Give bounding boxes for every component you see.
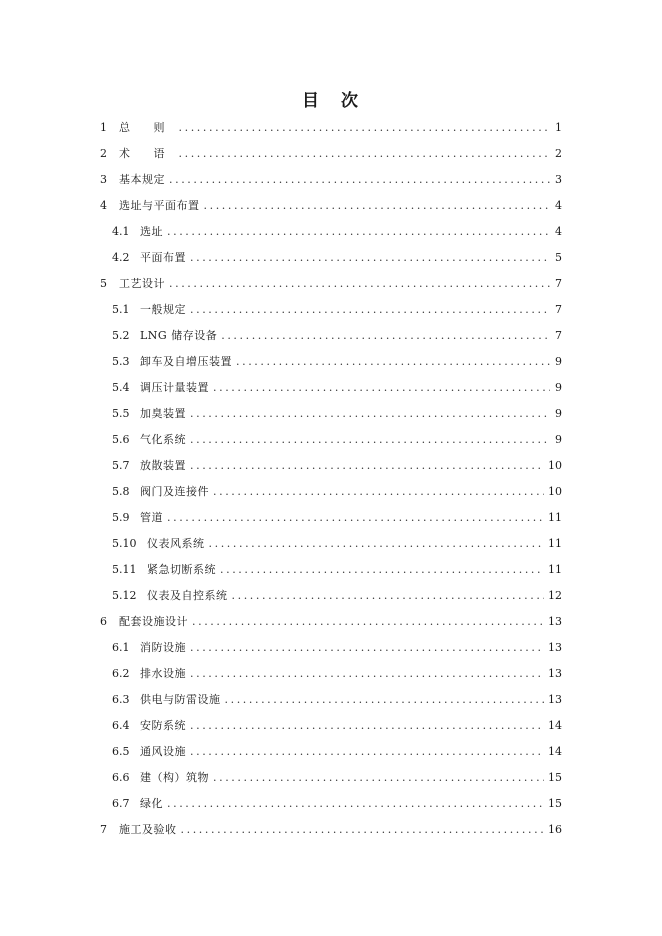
dot-leader bbox=[190, 453, 544, 479]
toc-entry-number: 5.7 bbox=[112, 459, 130, 472]
toc-entry-number: 3 bbox=[100, 173, 107, 186]
dot-leader bbox=[213, 479, 544, 505]
toc-entry-number: 6.5 bbox=[112, 745, 130, 758]
toc-entry-label: 基本规定 bbox=[119, 173, 165, 186]
toc-entry-number: 1 bbox=[100, 121, 107, 134]
dot-leader bbox=[190, 635, 544, 661]
toc-entry[interactable] bbox=[100, 687, 562, 713]
toc-entry-label: 平面布置 bbox=[140, 251, 186, 264]
toc-entry-label: 卸车及自增压装置 bbox=[140, 355, 232, 368]
toc-entry-page: 4 bbox=[555, 225, 562, 238]
toc-entry-page: 9 bbox=[555, 355, 562, 368]
toc-entry[interactable] bbox=[100, 661, 562, 687]
toc-entry-number: 2 bbox=[100, 147, 107, 160]
toc-entry-number: 4 bbox=[100, 199, 107, 212]
toc-entry-label: 建（构）筑物 bbox=[140, 771, 209, 784]
toc-entry[interactable] bbox=[100, 219, 562, 245]
dot-leader bbox=[204, 193, 551, 219]
toc-entry-page: 13 bbox=[548, 667, 562, 680]
toc-entry[interactable] bbox=[100, 453, 562, 479]
toc-entry-label: 气化系统 bbox=[140, 433, 186, 446]
toc-entry-number: 5.10 bbox=[112, 537, 137, 550]
toc-entry-page: 15 bbox=[548, 797, 562, 810]
toc-entry[interactable] bbox=[100, 141, 562, 167]
toc-entry[interactable] bbox=[100, 271, 562, 297]
dot-leader bbox=[190, 427, 550, 453]
toc-entry-number: 5.6 bbox=[112, 433, 130, 446]
toc-entry-page: 2 bbox=[555, 147, 562, 160]
toc-entry-page: 13 bbox=[548, 615, 562, 628]
toc-entry[interactable] bbox=[100, 713, 562, 739]
toc-entry-label: 供电与防雷设施 bbox=[140, 693, 221, 706]
toc-entry-label: 工艺设计 bbox=[119, 277, 165, 290]
toc-entry-number: 6.4 bbox=[112, 719, 130, 732]
toc-entry-page: 9 bbox=[555, 407, 562, 420]
toc-entry-number: 5.4 bbox=[112, 381, 130, 394]
toc-entry-label: 阀门及连接件 bbox=[140, 485, 209, 498]
dot-leader bbox=[190, 401, 550, 427]
toc-entry-label: 总 则 bbox=[119, 121, 175, 134]
toc-entry[interactable] bbox=[100, 531, 562, 557]
toc-entry-page: 7 bbox=[555, 277, 562, 290]
toc-entry-page: 10 bbox=[548, 459, 562, 472]
toc-entry[interactable] bbox=[100, 323, 562, 349]
toc-entry-page: 12 bbox=[548, 589, 562, 602]
dot-leader bbox=[236, 349, 550, 375]
toc-entry-label: 一般规定 bbox=[140, 303, 186, 316]
toc-entry[interactable] bbox=[100, 739, 562, 765]
toc-entry-number: 4.1 bbox=[112, 225, 130, 238]
toc-entry[interactable] bbox=[100, 609, 562, 635]
dot-leader bbox=[213, 375, 550, 401]
toc-entry-label: 选址 bbox=[140, 225, 163, 238]
toc-entry-page: 10 bbox=[548, 485, 562, 498]
toc-entry-label: 加臭装置 bbox=[140, 407, 186, 420]
toc-entry-number: 5.11 bbox=[112, 563, 137, 576]
dot-leader bbox=[225, 687, 545, 713]
toc-entry[interactable] bbox=[100, 167, 562, 193]
toc-entry-label: 管道 bbox=[140, 511, 163, 524]
toc-entry[interactable] bbox=[100, 349, 562, 375]
toc-entry[interactable] bbox=[100, 375, 562, 401]
toc-entry[interactable] bbox=[100, 115, 562, 141]
toc-entry[interactable] bbox=[100, 791, 562, 817]
dot-leader bbox=[167, 791, 544, 817]
dot-leader bbox=[167, 505, 544, 531]
toc-entry-label: 仪表风系统 bbox=[147, 537, 205, 550]
dot-leader bbox=[209, 531, 545, 557]
dot-leader bbox=[190, 297, 550, 323]
dot-leader bbox=[169, 271, 550, 297]
toc-entry-page: 7 bbox=[555, 329, 562, 342]
toc-entry[interactable] bbox=[100, 427, 562, 453]
dot-leader bbox=[190, 739, 544, 765]
page-title bbox=[0, 86, 662, 111]
toc-entry-page: 9 bbox=[555, 381, 562, 394]
toc-entry-label: 紧急切断系统 bbox=[147, 563, 216, 576]
toc-entry-label: 选址与平面布置 bbox=[119, 199, 200, 212]
dot-leader bbox=[213, 765, 544, 791]
dot-leader bbox=[221, 323, 550, 349]
toc-entry[interactable] bbox=[100, 245, 562, 271]
toc-entry-label: 施工及验收 bbox=[119, 823, 177, 836]
title-part: 次 bbox=[341, 91, 360, 111]
toc-entry-number: 5.3 bbox=[112, 355, 130, 368]
dot-leader bbox=[181, 817, 545, 843]
toc-entry-label: 调压计量装置 bbox=[140, 381, 209, 394]
toc-entry-label: 绿化 bbox=[140, 797, 163, 810]
dot-leader bbox=[169, 167, 550, 193]
toc-entry[interactable] bbox=[100, 401, 562, 427]
toc-entry-page: 4 bbox=[555, 199, 562, 212]
toc-entry-label: 仪表及自控系统 bbox=[147, 589, 228, 602]
toc-entry-label: 放散装置 bbox=[140, 459, 186, 472]
toc-entry[interactable] bbox=[100, 193, 562, 219]
toc-entry-label: 通风设施 bbox=[140, 745, 186, 758]
toc-entry-page: 14 bbox=[548, 745, 562, 758]
toc-entry[interactable] bbox=[100, 583, 562, 609]
table-of-contents bbox=[100, 115, 562, 843]
toc-entry-number: 4.2 bbox=[112, 251, 130, 264]
toc-entry-number: 5.1 bbox=[112, 303, 130, 316]
toc-entry[interactable] bbox=[100, 817, 562, 843]
toc-entry-number: 7 bbox=[100, 823, 107, 836]
dot-leader bbox=[232, 583, 545, 609]
toc-entry[interactable] bbox=[100, 479, 562, 505]
toc-entry-number: 5.2 bbox=[112, 329, 130, 342]
toc-entry-label: 配套设施设计 bbox=[119, 615, 188, 628]
toc-entry[interactable] bbox=[100, 557, 562, 583]
dot-leader bbox=[179, 115, 551, 141]
toc-entry-page: 13 bbox=[548, 693, 562, 706]
toc-entry-number: 6 bbox=[100, 615, 107, 628]
toc-entry[interactable] bbox=[100, 505, 562, 531]
toc-entry-label: 消防设施 bbox=[140, 641, 186, 654]
toc-entry-number: 5.9 bbox=[112, 511, 130, 524]
toc-entry-page: 11 bbox=[548, 563, 562, 576]
toc-entry-number: 5.5 bbox=[112, 407, 130, 420]
toc-entry-number: 5.12 bbox=[112, 589, 137, 602]
toc-entry-page: 9 bbox=[555, 433, 562, 446]
dot-leader bbox=[167, 219, 550, 245]
toc-entry-page: 11 bbox=[548, 511, 562, 524]
toc-entry[interactable] bbox=[100, 635, 562, 661]
toc-entry[interactable] bbox=[100, 297, 562, 323]
toc-entry-page: 15 bbox=[548, 771, 562, 784]
title-part: 目 bbox=[302, 91, 321, 111]
dot-leader bbox=[179, 141, 551, 167]
toc-entry[interactable] bbox=[100, 765, 562, 791]
toc-entry-number: 5.8 bbox=[112, 485, 130, 498]
dot-leader bbox=[220, 557, 544, 583]
toc-entry-page: 14 bbox=[548, 719, 562, 732]
toc-entry-label: LNG 储存设备 bbox=[140, 329, 218, 342]
toc-entry-page: 16 bbox=[548, 823, 562, 836]
toc-entry-page: 13 bbox=[548, 641, 562, 654]
toc-entry-number: 6.1 bbox=[112, 641, 130, 654]
toc-entry-number: 6.2 bbox=[112, 667, 130, 680]
toc-entry-page: 5 bbox=[555, 251, 562, 264]
toc-entry-page: 7 bbox=[555, 303, 562, 316]
toc-entry-page: 1 bbox=[555, 121, 562, 134]
toc-entry-label: 术 语 bbox=[119, 147, 175, 160]
toc-entry-number: 5 bbox=[100, 277, 107, 290]
dot-leader bbox=[190, 713, 544, 739]
toc-entry-label: 安防系统 bbox=[140, 719, 186, 732]
toc-entry-page: 3 bbox=[555, 173, 562, 186]
dot-leader bbox=[190, 661, 544, 687]
dot-leader bbox=[190, 245, 550, 271]
dot-leader bbox=[192, 609, 544, 635]
toc-entry-number: 6.3 bbox=[112, 693, 130, 706]
toc-entry-label: 排水设施 bbox=[140, 667, 186, 680]
toc-entry-page: 11 bbox=[548, 537, 562, 550]
toc-entry-number: 6.6 bbox=[112, 771, 130, 784]
toc-entry-number: 6.7 bbox=[112, 797, 130, 810]
